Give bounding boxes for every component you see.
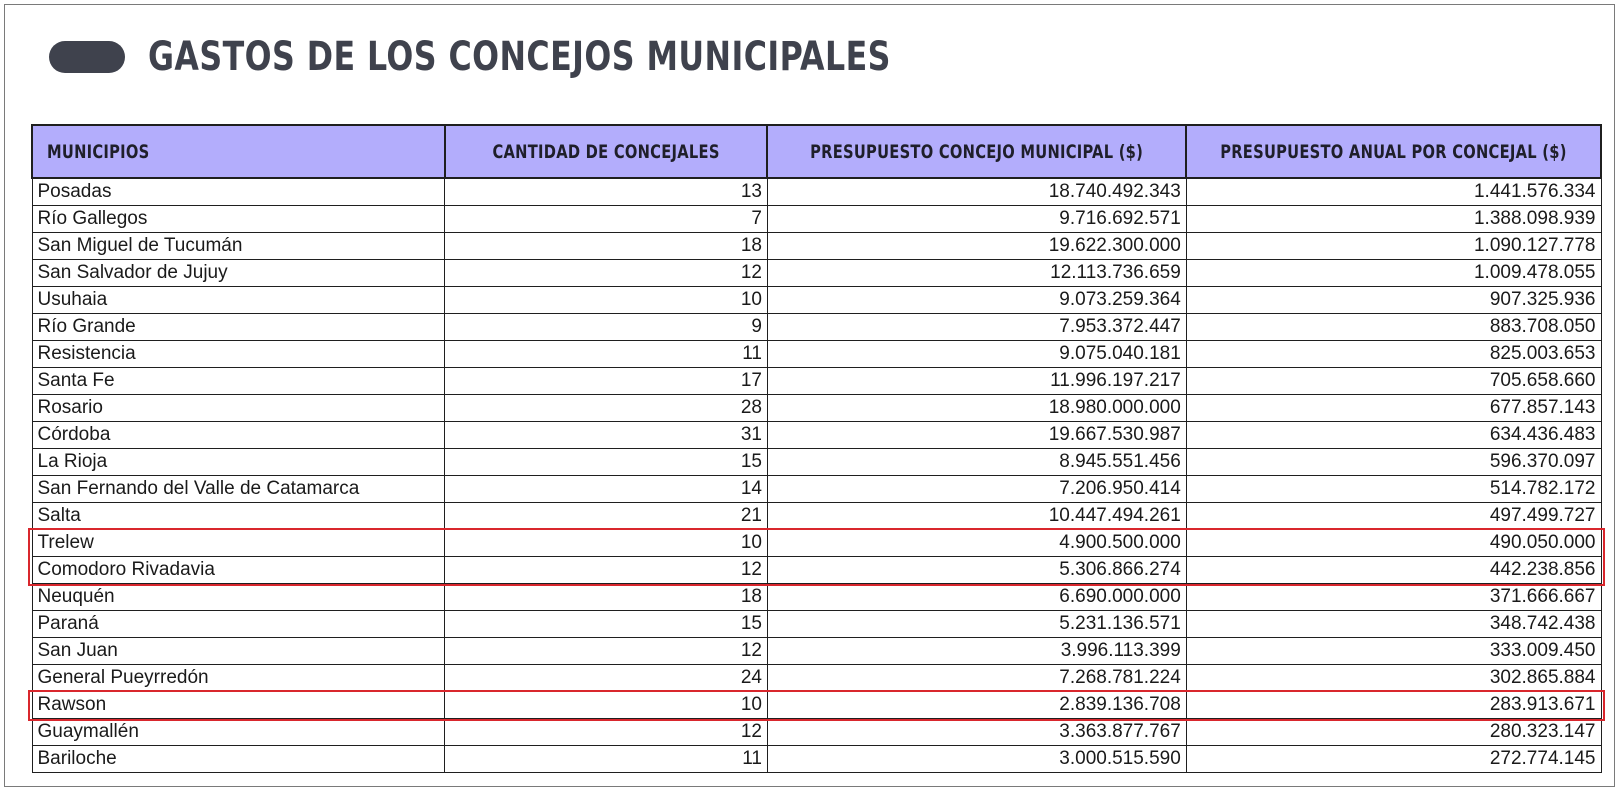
cell-cantidad-concejales: 12 bbox=[445, 719, 768, 746]
cell-presupuesto-concejo: 2.839.136.708 bbox=[767, 692, 1186, 719]
cell-presupuesto-por-concejal: 280.323.147 bbox=[1186, 719, 1601, 746]
cell-presupuesto-concejo: 10.447.494.261 bbox=[767, 503, 1186, 530]
cell-municipio: San Fernando del Valle de Catamarca bbox=[32, 476, 445, 503]
cell-presupuesto-concejo: 4.900.500.000 bbox=[767, 530, 1186, 557]
cell-municipio: General Pueyrredón bbox=[32, 665, 445, 692]
table-container bbox=[31, 124, 1608, 780]
cell-presupuesto-por-concejal: 442.238.856 bbox=[1186, 557, 1601, 584]
cell-cantidad-concejales: 10 bbox=[445, 530, 768, 557]
cell-cantidad-concejales: 11 bbox=[445, 746, 768, 773]
cell-presupuesto-concejo: 7.268.781.224 bbox=[767, 665, 1186, 692]
cell-cantidad-concejales: 17 bbox=[445, 368, 768, 395]
cell-cantidad-concejales: 11 bbox=[445, 341, 768, 368]
cell-presupuesto-por-concejal: 907.325.936 bbox=[1186, 287, 1601, 314]
cell-municipio: Paraná bbox=[32, 611, 445, 638]
cell-presupuesto-por-concejal: 1.009.478.055 bbox=[1186, 260, 1601, 287]
table-body bbox=[32, 178, 1601, 773]
cell-presupuesto-concejo: 12.113.736.659 bbox=[767, 260, 1186, 287]
table-row bbox=[32, 476, 1601, 503]
table-row bbox=[32, 341, 1601, 368]
cell-municipio: San Miguel de Tucumán bbox=[32, 233, 445, 260]
column-header-cantidad: CANTIDAD DE CONCEJALES bbox=[445, 125, 768, 178]
cell-cantidad-concejales: 18 bbox=[445, 584, 768, 611]
cell-presupuesto-concejo: 9.716.692.571 bbox=[767, 206, 1186, 233]
cell-municipio: Bariloche bbox=[32, 746, 445, 773]
cell-presupuesto-por-concejal: 333.009.450 bbox=[1186, 638, 1601, 665]
cell-presupuesto-concejo: 18.980.000.000 bbox=[767, 395, 1186, 422]
table-row bbox=[32, 557, 1601, 584]
cell-presupuesto-por-concejal: 272.774.145 bbox=[1186, 746, 1601, 773]
table-header-row bbox=[32, 125, 1601, 178]
cell-presupuesto-concejo: 19.667.530.987 bbox=[767, 422, 1186, 449]
cell-presupuesto-concejo: 5.306.866.274 bbox=[767, 557, 1186, 584]
cell-municipio: Rawson bbox=[32, 692, 445, 719]
cell-presupuesto-concejo: 19.622.300.000 bbox=[767, 233, 1186, 260]
cell-presupuesto-concejo: 5.231.136.571 bbox=[767, 611, 1186, 638]
cell-presupuesto-por-concejal: 596.370.097 bbox=[1186, 449, 1601, 476]
table-row bbox=[32, 503, 1601, 530]
column-header-municipios: MUNICIPIOS bbox=[32, 125, 445, 178]
cell-cantidad-concejales: 13 bbox=[445, 178, 768, 206]
cell-presupuesto-concejo: 6.690.000.000 bbox=[767, 584, 1186, 611]
cell-presupuesto-por-concejal: 1.441.576.334 bbox=[1186, 178, 1601, 206]
cell-presupuesto-concejo: 9.073.259.364 bbox=[767, 287, 1186, 314]
cell-cantidad-concejales: 28 bbox=[445, 395, 768, 422]
municipal-spending-table bbox=[31, 124, 1602, 773]
cell-municipio: Trelew bbox=[32, 530, 445, 557]
cell-municipio: Córdoba bbox=[32, 422, 445, 449]
table-row bbox=[32, 206, 1601, 233]
cell-presupuesto-concejo: 7.953.372.447 bbox=[767, 314, 1186, 341]
cell-presupuesto-por-concejal: 497.499.727 bbox=[1186, 503, 1601, 530]
table-row bbox=[32, 449, 1601, 476]
cell-presupuesto-concejo: 9.075.040.181 bbox=[767, 341, 1186, 368]
cell-presupuesto-por-concejal: 705.658.660 bbox=[1186, 368, 1601, 395]
cell-presupuesto-concejo: 3.000.515.590 bbox=[767, 746, 1186, 773]
table-row bbox=[32, 638, 1601, 665]
cell-municipio: Río Grande bbox=[32, 314, 445, 341]
cell-presupuesto-por-concejal: 1.388.098.939 bbox=[1186, 206, 1601, 233]
cell-cantidad-concejales: 12 bbox=[445, 638, 768, 665]
table-row bbox=[32, 178, 1601, 206]
cell-presupuesto-por-concejal: 490.050.000 bbox=[1186, 530, 1601, 557]
cell-presupuesto-por-concejal: 825.003.653 bbox=[1186, 341, 1601, 368]
column-header-presupuesto-por-concejal: PRESUPUESTO ANUAL POR CONCEJAL ($) bbox=[1186, 125, 1601, 178]
cell-cantidad-concejales: 18 bbox=[445, 233, 768, 260]
cell-cantidad-concejales: 10 bbox=[445, 692, 768, 719]
cell-municipio: Usuhaia bbox=[32, 287, 445, 314]
cell-cantidad-concejales: 21 bbox=[445, 503, 768, 530]
title-pill-decoration bbox=[49, 41, 125, 73]
table-row bbox=[32, 692, 1601, 719]
title-bold: CONCEJOS MUNICIPALES bbox=[448, 34, 891, 80]
cell-presupuesto-por-concejal: 677.857.143 bbox=[1186, 395, 1601, 422]
table-row bbox=[32, 287, 1601, 314]
cell-cantidad-concejales: 15 bbox=[445, 611, 768, 638]
table-row bbox=[32, 665, 1601, 692]
cell-cantidad-concejales: 31 bbox=[445, 422, 768, 449]
cell-municipio: San Salvador de Jujuy bbox=[32, 260, 445, 287]
table-row bbox=[32, 584, 1601, 611]
table-row bbox=[32, 530, 1601, 557]
cell-municipio: Santa Fe bbox=[32, 368, 445, 395]
cell-cantidad-concejales: 12 bbox=[445, 557, 768, 584]
cell-presupuesto-por-concejal: 302.865.884 bbox=[1186, 665, 1601, 692]
cell-presupuesto-concejo: 8.945.551.456 bbox=[767, 449, 1186, 476]
table-row bbox=[32, 233, 1601, 260]
table-row bbox=[32, 314, 1601, 341]
cell-cantidad-concejales: 14 bbox=[445, 476, 768, 503]
cell-presupuesto-concejo: 3.363.877.767 bbox=[767, 719, 1186, 746]
table-row bbox=[32, 395, 1601, 422]
cell-presupuesto-por-concejal: 883.708.050 bbox=[1186, 314, 1601, 341]
table-row bbox=[32, 422, 1601, 449]
cell-presupuesto-concejo: 3.996.113.399 bbox=[767, 638, 1186, 665]
cell-municipio: Salta bbox=[32, 503, 445, 530]
table-row bbox=[32, 260, 1601, 287]
table-row bbox=[32, 368, 1601, 395]
cell-presupuesto-concejo: 11.996.197.217 bbox=[767, 368, 1186, 395]
cell-cantidad-concejales: 7 bbox=[445, 206, 768, 233]
cell-municipio: Río Gallegos bbox=[32, 206, 445, 233]
cell-cantidad-concejales: 24 bbox=[445, 665, 768, 692]
table-row bbox=[32, 746, 1601, 773]
cell-cantidad-concejales: 10 bbox=[445, 287, 768, 314]
cell-municipio: Neuquén bbox=[32, 584, 445, 611]
cell-cantidad-concejales: 15 bbox=[445, 449, 768, 476]
cell-presupuesto-por-concejal: 634.436.483 bbox=[1186, 422, 1601, 449]
cell-municipio: San Juan bbox=[32, 638, 445, 665]
page-title bbox=[148, 33, 891, 81]
cell-presupuesto-por-concejal: 371.666.667 bbox=[1186, 584, 1601, 611]
title-light: GASTOS DE LOS bbox=[148, 34, 437, 80]
cell-cantidad-concejales: 9 bbox=[445, 314, 768, 341]
cell-municipio: Guaymallén bbox=[32, 719, 445, 746]
cell-presupuesto-por-concejal: 348.742.438 bbox=[1186, 611, 1601, 638]
cell-municipio: Rosario bbox=[32, 395, 445, 422]
cell-municipio: Resistencia bbox=[32, 341, 445, 368]
cell-presupuesto-concejo: 18.740.492.343 bbox=[767, 178, 1186, 206]
cell-municipio: La Rioja bbox=[32, 449, 445, 476]
cell-municipio: Comodoro Rivadavia bbox=[32, 557, 445, 584]
cell-presupuesto-por-concejal: 1.090.127.778 bbox=[1186, 233, 1601, 260]
cell-presupuesto-concejo: 7.206.950.414 bbox=[767, 476, 1186, 503]
cell-cantidad-concejales: 12 bbox=[445, 260, 768, 287]
cell-presupuesto-por-concejal: 283.913.671 bbox=[1186, 692, 1601, 719]
table-row bbox=[32, 719, 1601, 746]
table-row bbox=[32, 611, 1601, 638]
cell-presupuesto-por-concejal: 514.782.172 bbox=[1186, 476, 1601, 503]
cell-municipio: Posadas bbox=[32, 178, 445, 206]
column-header-presupuesto-concejo: PRESUPUESTO CONCEJO MUNICIPAL ($) bbox=[767, 125, 1186, 178]
